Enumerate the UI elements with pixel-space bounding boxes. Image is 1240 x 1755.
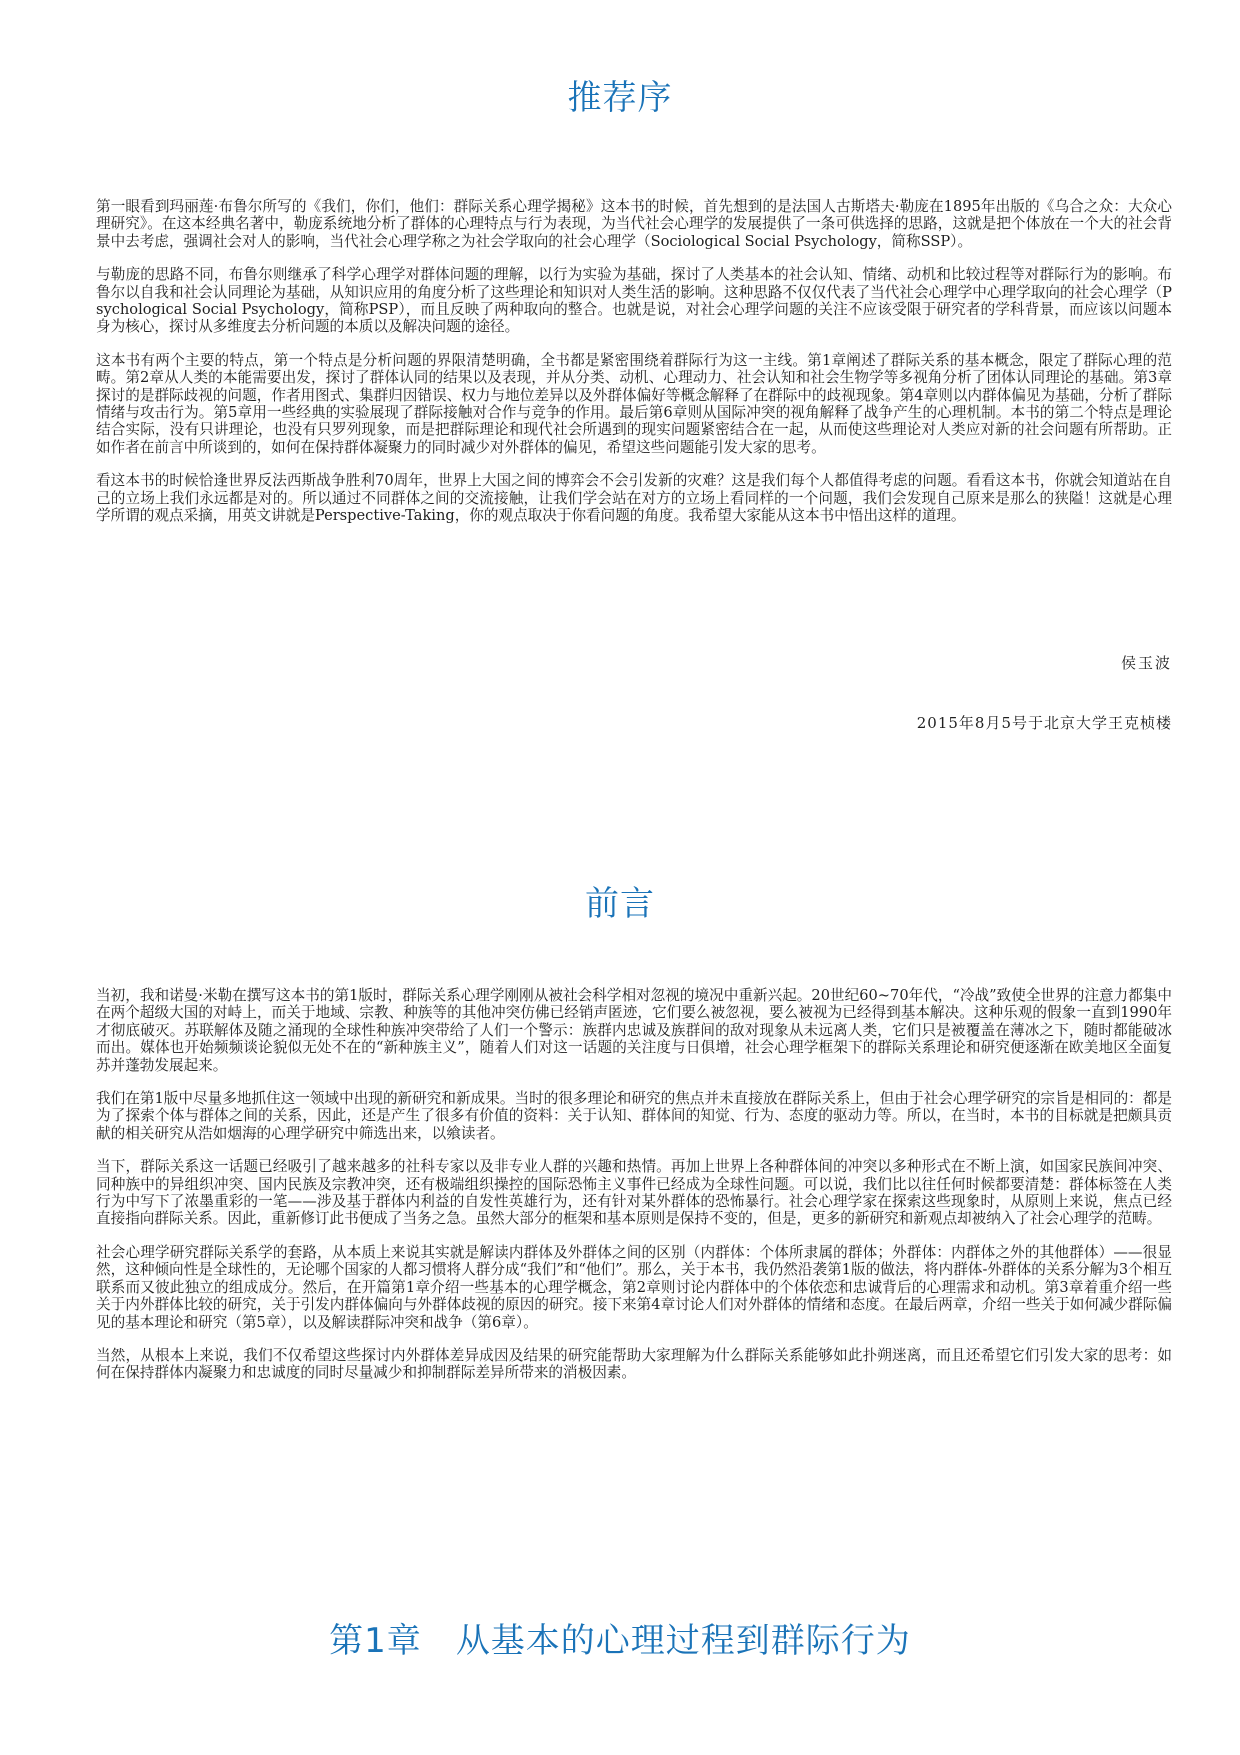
preface-body	[96, 198, 1172, 541]
foreword-body	[96, 987, 1172, 1398]
foreword-paragraph-5: 当然，从根本上来说，我们不仅希望这些探讨内外群体差异成因及结果的研究能帮助大家理解为什么群际关系能够如此扑朔迷离，而且还希望它们引发大家的思考：如何在保持群体内凝聚力和忠诚度的同时尽量减少和抑制群际差异所带来的消极因素。	[96, 1346, 1172, 1382]
foreword-paragraph-3: 当下，群际关系这一话题已经吸引了越来越多的社科专家以及非专业人群的兴趣和热情。再加上世界上各种群体间的冲突以多种形式在不断上演，如国家民族间冲突、同种族中的异组织冲突、国内民族及宗教冲突，还有极端组织操控的国际恐怖主义事件已经成为全球性问题。可以说，我们比以往任何时候都要清楚：群体标签在人类行为中写下了浓墨重彩的一笔——涉及基于群体内利益的自发性英雄行为，还有针对某外群体的恐怖暴行。社会心理学家在探索这些现象时，从原则上来说，焦点已经直接指向群际关系。因此，重新修订此书便成了当务之急。虽然大部分的框架和基本原则是保持不变的，但是，更多的新研究和新观点却被纳入了社会心理学的范畴。	[96, 1158, 1172, 1228]
preface-signature-name: 侯玉波	[1120, 654, 1172, 672]
preface-title: 推荐序	[567, 78, 673, 118]
chapter-title: 从基本的心理过程到群际行为	[455, 1621, 911, 1661]
foreword-paragraph-1: 当初，我和诺曼·米勒在撰写这本书的第1版时，群际关系心理学刚刚从被社会科学相对忽视的境况中重新兴起。20世纪60~70年代，“冷战”致使全世界的注意力都集中在两个超级大国的对峙上，而关于地域、宗教、种族等的其他冲突仿佛已经销声匿迹，它们要么被忽视，要么被视为已经得到基本解决。这种乐观的假象一直到1990年才彻底破灭。苏联解体及随之涌现的全球性种族冲突带给了人们一个警示：族群内忠诚及族群间的敌对现象从未远离人类，它们只是被覆盖在薄冰之下，随时都能破冰而出。媒体也开始频频谈论貌似无处不在的“新种族主义”，随着人们对这一话题的关注度与日俱增，社会心理学框架下的群际关系理论和研究便逐渐在欧美地区全面复苏并蓬勃发展起来。	[96, 987, 1172, 1074]
chapter-heading	[0, 1613, 1240, 1662]
preface-paragraph-3: 这本书有两个主要的特点，第一个特点是分析问题的界限清楚明确，全书都是紧密围绕着群际行为这一主线。第1章阐述了群际关系的基本概念，限定了群际心理的范畴。第2章从人类的本能需要出发，探讨了群体认同的结果以及表现，并从分类、动机、心理动力、社会认知和社会生物学等多视角分析了团体认同理论的基础。第3章探讨的是群际歧视的问题，作者用图式、集群归因错误、权力与地位差异以及外群体偏好等概念解释了在群际中的歧视现象。第4章则以内群体偏见为基础，分析了群际情绪与攻击行为。第5章用一些经典的实验展现了群际接触对合作与竞争的作用。最后第6章则从国际冲突的视角解释了战争产生的心理机制。本书的第二个特点是理论结合实际，没有只讲理论，也没有只罗列现象，而是把群际理论和现代社会所遇到的现实问题紧密结合在一起，从而使这些理论对人类应对新的社会问题有所帮助。正如作者在前言中所谈到的，如何在保持群体凝聚力的同时减少对外群体的偏见，希望这些问题能引发大家的思考。	[96, 351, 1172, 456]
foreword-title: 前言	[585, 884, 655, 924]
foreword-paragraph-4: 社会心理学研究群际关系学的套路，从本质上来说其实就是解读内群体及外群体之间的区别（内群体：个体所隶属的群体；外群体：内群体之外的其他群体）——很显然，这种倾向性是全球性的，无论哪个国家的人都习惯将人群分成“我们”和“他们”。那么，关于本书，我仍然沿袭第1版的做法，将内群体-外群体的关系分解为3个相互联系而又彼此独立的组成成分。然后，在开篇第1章介绍一些基本的心理学概念，第2章则讨论内群体中的个体依恋和忠诚背后的心理需求和动机。第3章着重介绍一些关于内外群体比较的研究，关于引发内群体偏向与外群体歧视的原因的研究。接下来第4章讨论人们对外群体的情绪和态度。在最后两章，介绍一些关于如何减少群际偏见的基本理论和研究（第5章），以及解读群际冲突和战争（第6章）。	[96, 1243, 1172, 1331]
preface-signature-date: 2015年8月5号于北京大学王克桢楼	[916, 714, 1172, 732]
preface-paragraph-1: 第一眼看到玛丽莲·布鲁尔所写的《我们，你们，他们：群际关系心理学揭秘》这本书的时候，首先想到的是法国人古斯塔夫·勒庞在1895年出版的《乌合之众：大众心理研究》。在这本经典名著中，勒庞系统地分析了群体的心理特点与行为表现，为当代社会心理学的发展提供了一条可供选择的思路，这就是把个体放在一个大的社会背景中去考虑，强调社会对人的影响，当代社会心理学称之为社会学取向的社会心理学（Sociological Social Psychology，简称SSP）。	[96, 198, 1172, 250]
preface-paragraph-4: 看这本书的时候恰逢世界反法西斯战争胜利70周年，世界上大国之间的博弈会不会引发新的灾难？这是我们每个人都值得考虑的问题。看看这本书，你就会知道站在自己的立场上我们永远都是对的。所以通过不同群体之间的交流接触，让我们学会站在对方的立场上看同样的一个问题，我们会发现自己原来是那么的狭隘！这就是心理学所谓的观点采摘，用英文讲就是Perspective-Taking，你的观点取决于你看问题的角度。我希望大家能从这本书中悟出这样的道理。	[96, 472, 1172, 525]
chapter-number: 第1章	[329, 1621, 422, 1661]
preface-paragraph-2: 与勒庞的思路不同，布鲁尔则继承了科学心理学对群体问题的理解，以行为实验为基础，探讨了人类基本的社会认知、情绪、动机和比较过程等对群际行为的影响。布鲁尔以自我和社会认同理论为基础，从知识应用的角度分析了这些理论和知识对人类生活的影响。这种思路不仅仅代表了当代社会心理学中心理学取向的社会心理学（Psychological Social Psychology，简称PSP），而且反映了两种取向的整合。也就是说，对社会心理学问题的关注不应该受限于研究者的学科背景，而应该以问题本身为核心，探讨从多维度去分析问题的本质以及解决问题的途径。	[96, 266, 1172, 336]
foreword-paragraph-2: 我们在第1版中尽量多地抓住这一领域中出现的新研究和新成果。当时的很多理论和研究的焦点并未直接放在群际关系上，但由于社会心理学研究的宗旨是相同的：都是为了探索个体与群体之间的关系，因此，还是产生了很多有价值的资料：关于认知、群体间的知觉、行为、态度的驱动力等。所以，在当时，本书的目标就是把颇具贡献的相关研究从浩如烟海的心理学研究中筛选出来，以飨读者。	[96, 1090, 1172, 1142]
